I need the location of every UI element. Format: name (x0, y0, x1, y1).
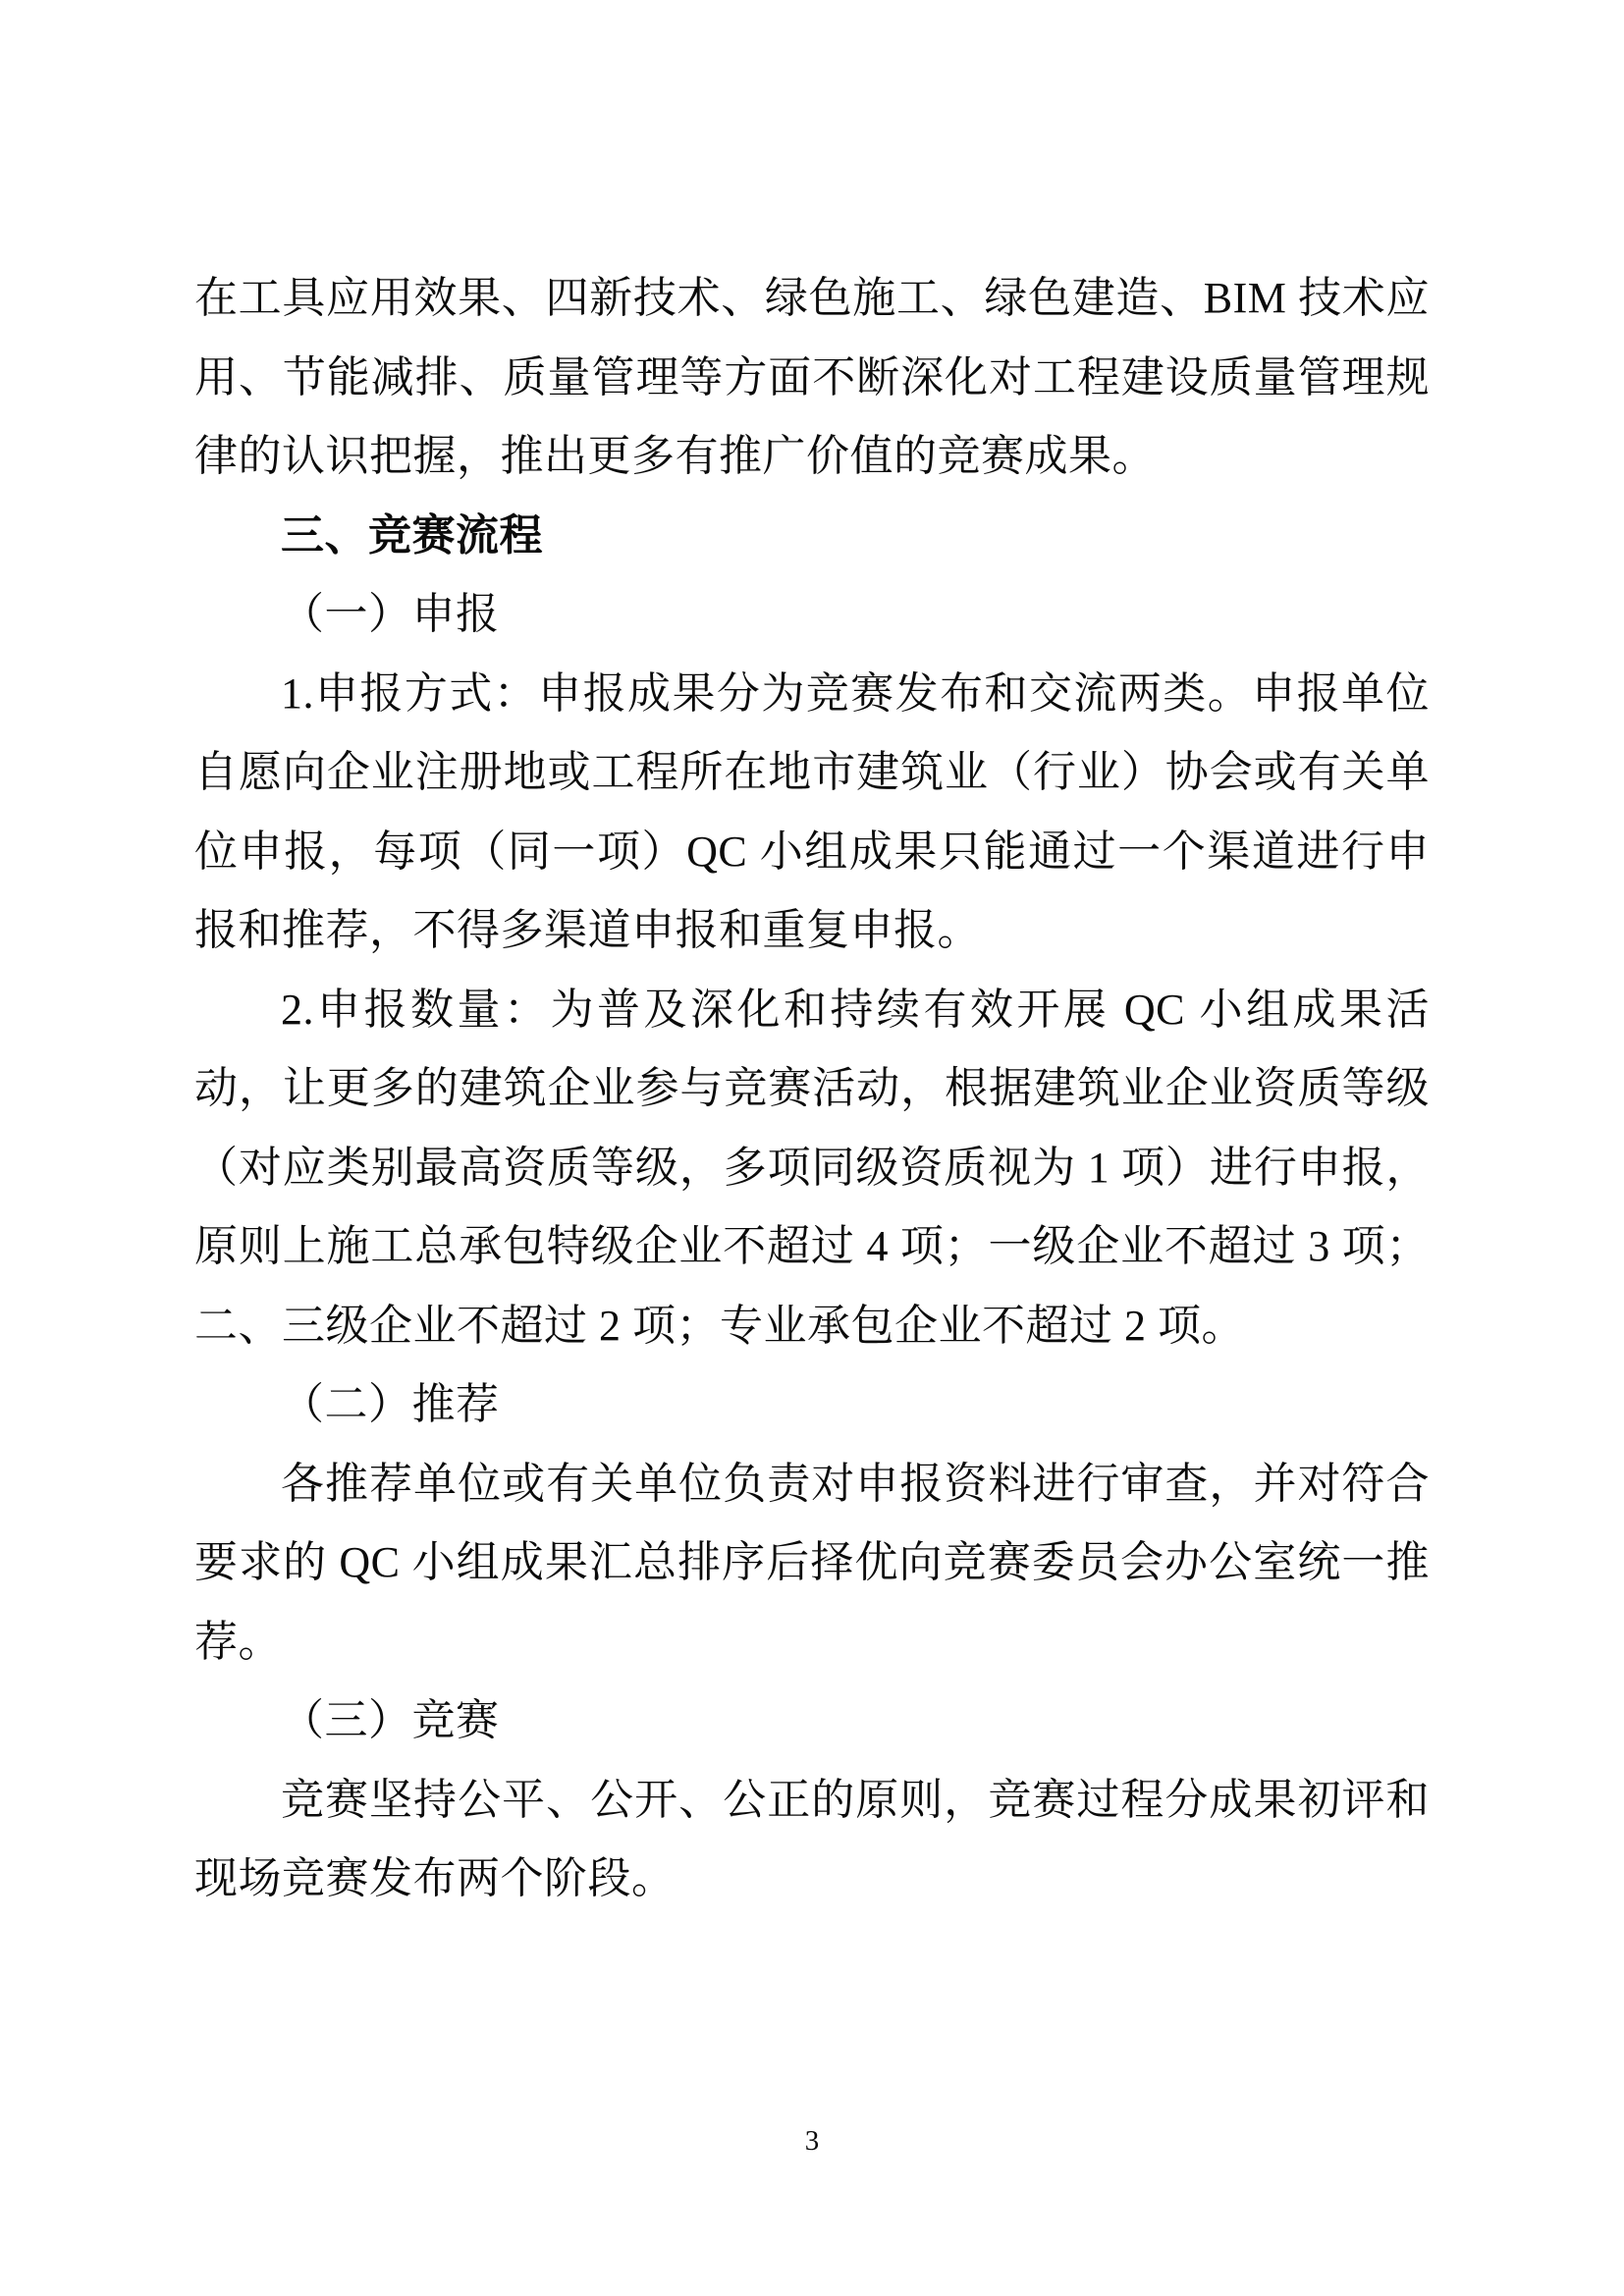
sub-heading-tuijian: （二）推荐 (281, 1380, 500, 1428)
sub-heading-jingsai: （三）竞赛 (281, 1696, 500, 1744)
page-number: 3 (804, 2125, 820, 2157)
paragraph-shenbao-shuliang: 2.申报数量：为普及深化和持续有效开展 QC 小组成果活动，让更多的建筑企业参与竞赛活动，根据建筑业企业资质等级（对应类别最高资质等级，多项同级资质视为 1 项）进行申报，原则上施工总承包特级企业不超过 4 项；一级企业不超过 3 项；二、三级企业不超过 2 项；专业承包企业不超过 2 项。 (194, 985, 1430, 1350)
section-heading: 三、竞赛流程 (281, 510, 543, 560)
paragraph-continuation: 在工具应用效果、四新技术、绿色施工、绿色建造、BIM 技术应用、节能减排、质量管理等方面不断深化对工程建设质量管理规律的认识把握，推出更多有推广价值的竞赛成果。 (194, 274, 1430, 480)
paragraph-shenbao-fangshi: 1.申报方式：申报成果分为竞赛发布和交流两类。申报单位自愿向企业注册地或工程所在地市建筑业（行业）协会或有关单位申报，每项（同一项）QC 小组成果只能通过一个渠道进行申报和推荐，不得多渠道申报和重复申报。 (194, 668, 1430, 954)
document-body (194, 259, 1430, 1919)
paragraph-jingsai: 竞赛坚持公平、公开、公正的原则，竞赛过程分成果初评和现场竞赛发布两个阶段。 (194, 1775, 1430, 1902)
sub-heading-shenbao: （一）申报 (281, 590, 500, 638)
paragraph-tuijian: 各推荐单位或有关单位负责对申报资料进行审查，并对符合要求的 QC 小组成果汇总排序后择优向竞赛委员会办公室统一推荐。 (194, 1459, 1430, 1666)
